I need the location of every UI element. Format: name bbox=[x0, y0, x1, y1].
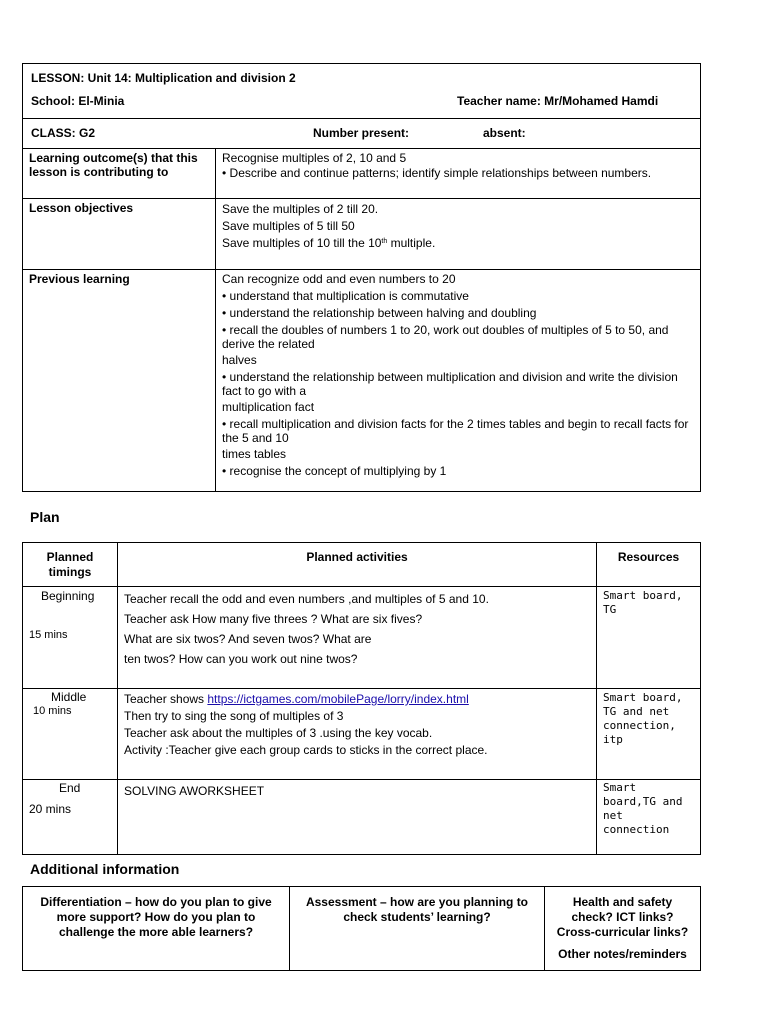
lesson-info-table bbox=[22, 63, 701, 492]
plan-row-beginning-activities bbox=[118, 587, 597, 689]
other-notes: Other notes/reminders bbox=[558, 947, 687, 961]
additional-heading: Additional information bbox=[30, 861, 180, 877]
previous-line: • recognise the concept of multiplying by 1 bbox=[222, 464, 447, 478]
lesson-title: LESSON: Unit 14: Multiplication and division 2 bbox=[31, 71, 296, 85]
activity-line: SOLVING AWORKSHEET bbox=[124, 784, 265, 798]
objectives-content-cell bbox=[216, 199, 701, 270]
additional-health-safety: Health and safety check? ICT links? Cross-curricular links? Other notes/reminders bbox=[545, 887, 701, 971]
resource-line: connection, itp bbox=[603, 719, 676, 746]
plan-row-middle-timing bbox=[23, 689, 118, 780]
stage-time: 15 mins bbox=[29, 629, 68, 641]
school-name: School: El-Minia bbox=[31, 94, 125, 108]
objective-line bbox=[222, 235, 694, 252]
previous-content-cell bbox=[216, 270, 701, 492]
activity-line bbox=[124, 691, 590, 708]
activity-line: Activity :Teacher give each group cards to sticks in the correct place. bbox=[124, 743, 488, 757]
plan-table bbox=[22, 542, 701, 855]
plan-row-beginning-resources bbox=[597, 587, 701, 689]
resource-line: Smart board, bbox=[603, 691, 683, 704]
objectives-label: Lesson objectives bbox=[29, 201, 134, 215]
activity-line: Teacher ask about the multiples of 3 .using the key vocab. bbox=[124, 726, 433, 740]
outcome-line: Recognise multiples of 2, 10 and 5 bbox=[222, 151, 407, 165]
plan-row-end-activities bbox=[118, 780, 597, 855]
additional-table bbox=[22, 886, 701, 971]
stage-time: 10 mins bbox=[33, 705, 72, 717]
plan-row-middle-activities bbox=[118, 689, 597, 780]
previous-label: Previous learning bbox=[29, 272, 130, 286]
previous-line: times tables bbox=[222, 447, 287, 461]
stage-label: Middle bbox=[51, 690, 87, 704]
resource-line: board,TG and bbox=[603, 795, 683, 808]
activity-line: What are six twos? And seven twos? What are bbox=[124, 632, 372, 646]
class-label: CLASS: G2 bbox=[31, 126, 96, 140]
objective-text: multiple. bbox=[387, 236, 436, 250]
ictgames-link[interactable]: https://ictgames.com/mobilePage/lorry/index.html bbox=[207, 692, 469, 706]
activity-line: Then try to sing the song of multiples of 3 bbox=[124, 709, 344, 723]
objective-line: Save multiples of 5 till 50 bbox=[222, 219, 355, 233]
plan-row-middle-resources bbox=[597, 689, 701, 780]
objective-line: Save the multiples of 2 till 20. bbox=[222, 202, 379, 216]
stage-label: Beginning bbox=[41, 589, 95, 603]
plan-row-end-resources bbox=[597, 780, 701, 855]
lesson-header-cell bbox=[23, 64, 701, 119]
activity-text: Teacher shows bbox=[124, 692, 208, 706]
class-cell bbox=[23, 119, 701, 149]
plan-heading: Plan bbox=[30, 509, 60, 525]
stage-label: End bbox=[59, 781, 81, 795]
previous-line: halves bbox=[222, 353, 257, 367]
additional-differentiation: Differentiation – how do you plan to give more support? How do you plan to challenge the more able learners? bbox=[23, 887, 290, 971]
outcome-line: • Describe and continue patterns; identify simple relationships between numbers. bbox=[222, 166, 652, 180]
plan-row-beginning-timing bbox=[23, 587, 118, 689]
absent-label: absent: bbox=[483, 126, 526, 140]
objectives-label-cell bbox=[23, 199, 216, 270]
previous-line: • understand the relationship between multiplication and division and write the division fact to go with a bbox=[222, 370, 678, 398]
objective-text: Save multiples of 10 till the 10 bbox=[222, 236, 382, 250]
resource-line: Smart board, bbox=[603, 589, 683, 602]
objective-superscript: th bbox=[381, 238, 388, 245]
stage-time: 20 mins bbox=[29, 802, 72, 816]
teacher-name: Teacher name: Mr/Mohamed Hamdi bbox=[457, 94, 659, 108]
additional-assessment: Assessment – how are you planning to check students’ learning? bbox=[290, 887, 545, 971]
plan-row-end-timing bbox=[23, 780, 118, 855]
previous-line: multiplication fact bbox=[222, 400, 315, 414]
resource-line: TG and net bbox=[603, 705, 670, 718]
resource-line: net connection bbox=[603, 809, 670, 836]
activity-line: Teacher ask How many five threes ? What are six fives? bbox=[124, 612, 423, 626]
plan-col-timings: Planned timings bbox=[23, 543, 118, 587]
activity-line: Teacher recall the odd and even numbers ,and multiples of 5 and 10. bbox=[124, 592, 489, 606]
previous-line: • understand that multiplication is commutative bbox=[222, 289, 469, 303]
previous-line: • recall the doubles of numbers 1 to 20, work out doubles of multiples of 5 to 50, and derive the related bbox=[222, 323, 669, 351]
plan-col-activities: Planned activities bbox=[118, 543, 597, 587]
previous-label-cell bbox=[23, 270, 216, 492]
outcomes-label-cell bbox=[23, 149, 216, 199]
activity-line: ten twos? How can you work out nine twos? bbox=[124, 652, 358, 666]
previous-line: Can recognize odd and even numbers to 20 bbox=[222, 272, 456, 286]
number-present-label: Number present: bbox=[313, 126, 410, 140]
resource-line: Smart bbox=[603, 781, 637, 794]
previous-line: • understand the relationship between halving and doubling bbox=[222, 306, 537, 320]
plan-col-resources: Resources bbox=[597, 543, 701, 587]
outcomes-label: Learning outcome(s) that this lesson is contributing to bbox=[29, 151, 198, 179]
previous-line: • recall multiplication and division facts for the 2 times tables and begin to recall facts for the 5 and 10 bbox=[222, 417, 689, 445]
outcomes-content-cell bbox=[216, 149, 701, 199]
resource-line: TG bbox=[603, 603, 617, 616]
